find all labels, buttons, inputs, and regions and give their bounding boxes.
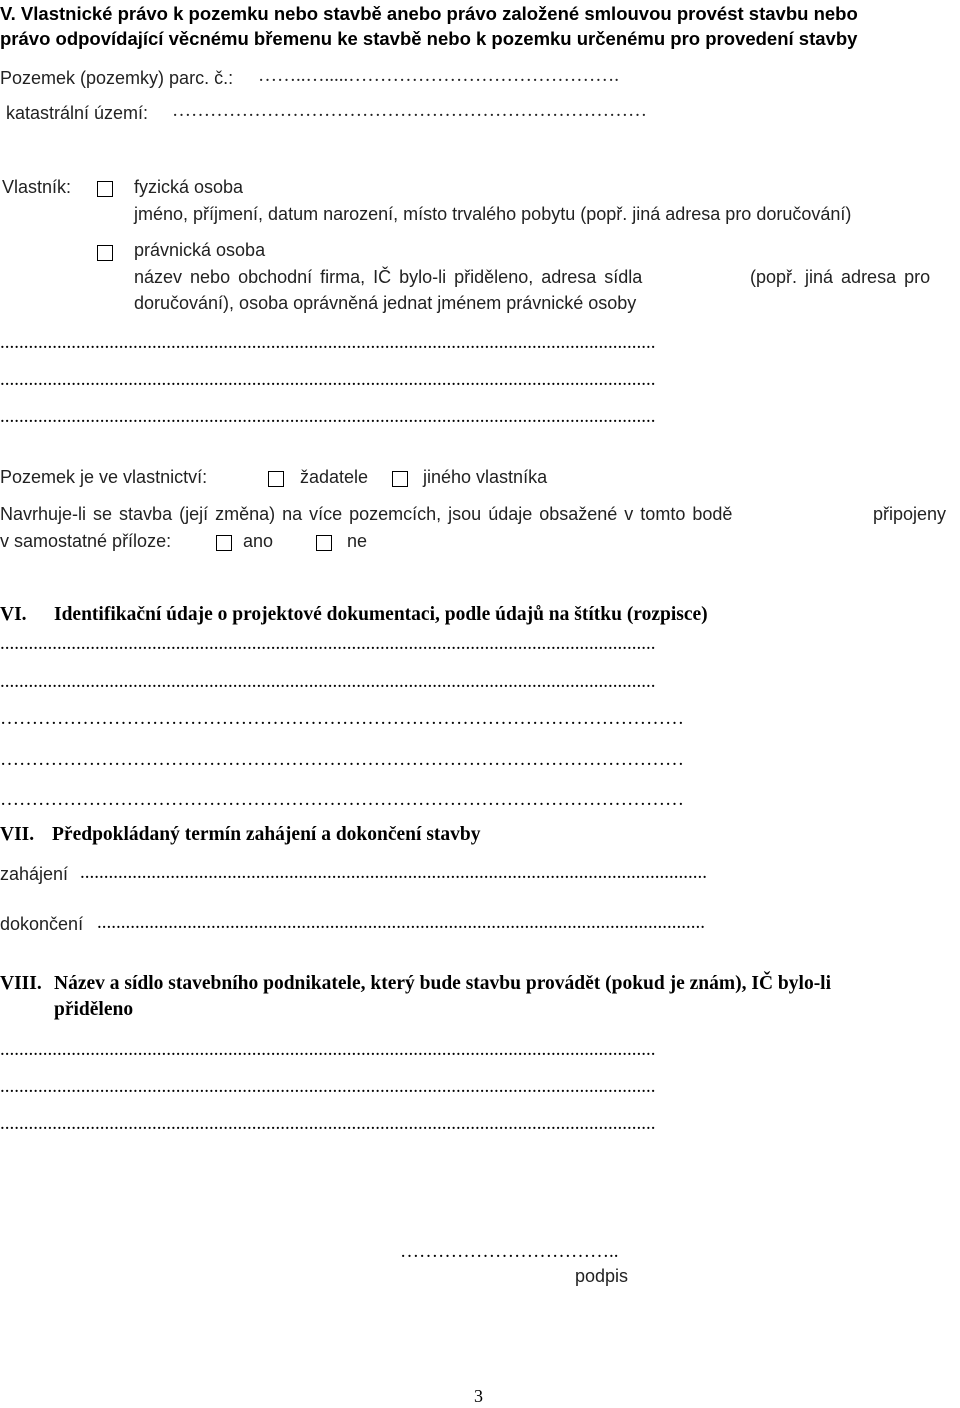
parcel-label: Pozemek (pozemky) parc. č.:: [0, 68, 234, 88]
section-vii-number: VII.: [0, 824, 35, 845]
end-label: dokončení: [0, 914, 84, 934]
owner-dot-line-1[interactable]: ..........................................................................................................................................: [0, 332, 656, 353]
owner-label: Vlastník:: [2, 177, 72, 197]
multi-parcel-line2: v samostatné příloze:: [0, 531, 172, 551]
section-v-title-line2: právo odpovídající věcnému břemenu ke stavbě nebo k pozemku určenému pro provedení stavby: [0, 28, 858, 49]
ownership-other-checkbox[interactable]: [392, 468, 408, 492]
contractor-dot-line-3[interactable]: ..........................................................................................................................................: [0, 1113, 656, 1134]
project-dot-line-1[interactable]: ..........................................................................................................................................: [0, 633, 656, 654]
project-ellipsis-line-1[interactable]: ………………………………………………………………………………………………: [0, 708, 684, 729]
legal-person-detail-1: název nebo obchodní firma, IČ bylo-li přiděleno, adresa sídla: [134, 267, 643, 287]
cadastre-field[interactable]: …………………………………………………………………: [172, 100, 647, 121]
natural-person-label: fyzická osoba: [134, 177, 244, 197]
signature-label: podpis: [575, 1266, 629, 1286]
project-ellipsis-line-2[interactable]: ………………………………………………………………………………………………: [0, 749, 684, 770]
section-viii-number: VIII.: [0, 973, 42, 994]
natural-person-detail: jméno, příjmení, datum narození, místo trvalého pobytu (popř. jiná adresa pro doručování): [134, 204, 852, 224]
ownership-other-label: jiného vlastníka: [423, 467, 548, 487]
project-ellipsis-line-3[interactable]: ………………………………………………………………………………………………: [0, 789, 684, 810]
project-dot-line-2[interactable]: ..........................................................................................................................................: [0, 671, 656, 692]
section-vi-number: VI.: [0, 604, 27, 625]
multi-parcel-line1-right: připojeny: [873, 504, 947, 524]
owner-dot-line-3[interactable]: ..........................................................................................................................................: [0, 406, 656, 427]
end-field[interactable]: ................................................................................................................................: [97, 912, 705, 933]
signature-line[interactable]: ……………………………..: [400, 1241, 619, 1262]
section-vi-title: Identifikační údaje o projektové dokumentaci, podle údajů na štítku (rozpisce): [54, 604, 708, 625]
ownership-applicant-label: žadatele: [300, 467, 369, 487]
start-label: zahájení: [0, 864, 69, 884]
section-vii-title: Předpokládaný termín zahájení a dokončení stavby: [52, 824, 481, 845]
parcel-field[interactable]: ……..….....…………………………………….: [258, 65, 619, 86]
section-viii-title-line2: přiděleno: [54, 999, 134, 1020]
section-viii-title-line1: Název a sídlo stavebního podnikatele, který bude stavbu provádět (pokud je znám), IČ bylo-li: [54, 973, 832, 994]
ownership-applicant-checkbox[interactable]: [268, 468, 284, 492]
contractor-dot-line-2[interactable]: ..........................................................................................................................................: [0, 1076, 656, 1097]
start-field[interactable]: ....................................................................................................................................: [80, 862, 707, 883]
owner-dot-line-2[interactable]: ..........................................................................................................................................: [0, 369, 656, 390]
section-v-title-line1: V. Vlastnické právo k pozemku nebo stavbě anebo právo založené smlouvou provést stavbu nebo: [0, 3, 858, 24]
legal-person-label: právnická osoba: [134, 240, 266, 260]
multi-parcel-line1: Navrhuje-li se stavba (její změna) na více pozemcích, jsou údaje obsažené v tomto bodě: [0, 504, 733, 524]
page-number: 3: [474, 1386, 483, 1406]
natural-person-checkbox[interactable]: [97, 178, 113, 202]
annex-no-label: ne: [347, 531, 368, 551]
legal-person-detail-2: doručování), osoba oprávněná jednat jménem právnické osoby: [134, 293, 637, 313]
annex-yes-checkbox[interactable]: [216, 532, 232, 556]
legal-person-detail-1-right: (popř. jiná adresa pro: [750, 267, 931, 287]
ownership-label: Pozemek je ve vlastnictví:: [0, 467, 208, 487]
cadastre-label: katastrální území:: [6, 103, 149, 123]
annex-yes-label: ano: [243, 531, 274, 551]
contractor-dot-line-1[interactable]: ..........................................................................................................................................: [0, 1039, 656, 1060]
annex-no-checkbox[interactable]: [316, 532, 332, 556]
legal-person-checkbox[interactable]: [97, 242, 113, 266]
